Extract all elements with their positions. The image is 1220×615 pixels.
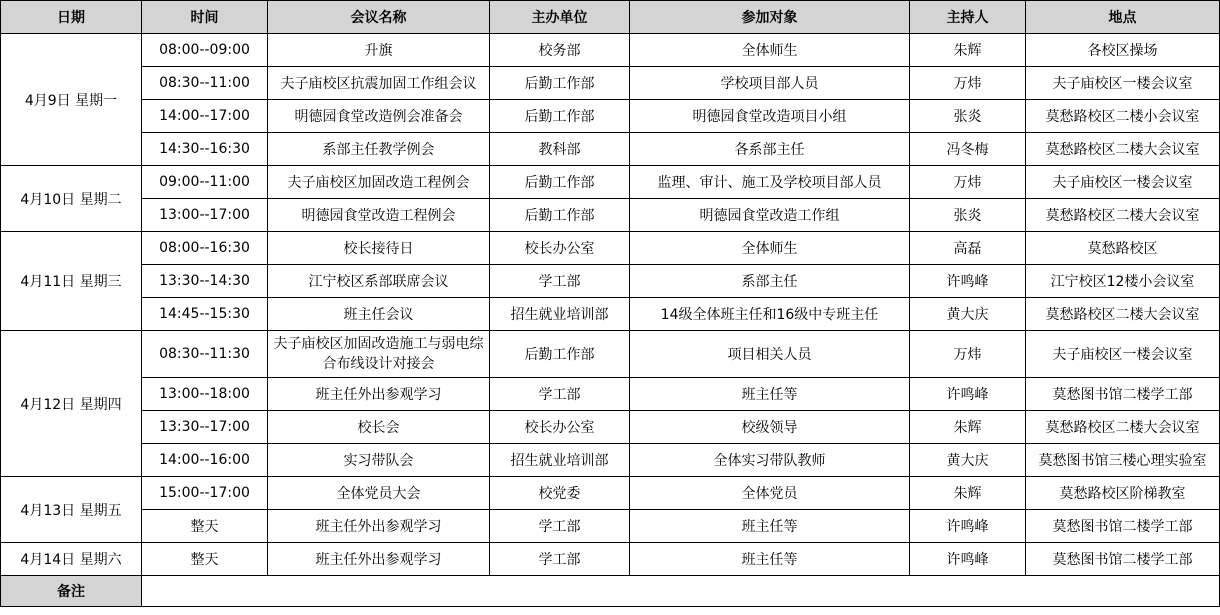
host-unit-cell: 后勤工作部 bbox=[490, 67, 630, 100]
time-cell: 14:00--16:00 bbox=[142, 444, 268, 477]
chair-cell: 万炜 bbox=[910, 166, 1026, 199]
chair-cell: 高磊 bbox=[910, 232, 1026, 265]
host-unit-cell: 学工部 bbox=[490, 265, 630, 298]
attendees-cell: 全体实习带队教师 bbox=[630, 444, 910, 477]
time-cell: 08:00--09:00 bbox=[142, 34, 268, 67]
time-cell: 14:45--15:30 bbox=[142, 298, 268, 331]
note-label: 备注 bbox=[1, 576, 142, 607]
attendees-cell: 监理、审计、施工及学校项目部人员 bbox=[630, 166, 910, 199]
table-row bbox=[1, 232, 1220, 265]
place-cell: 夫子庙校区一楼会议室 bbox=[1026, 166, 1220, 199]
host-unit-cell: 校党委 bbox=[490, 477, 630, 510]
chair-cell: 黄大庆 bbox=[910, 444, 1026, 477]
host-unit-cell: 后勤工作部 bbox=[490, 100, 630, 133]
meeting-name-cell: 班主任外出参观学习 bbox=[268, 378, 490, 411]
header-time: 时间 bbox=[142, 1, 268, 34]
table-row bbox=[1, 34, 1220, 67]
table-row bbox=[1, 444, 1220, 477]
table-row bbox=[1, 543, 1220, 576]
header-host-unit: 主办单位 bbox=[490, 1, 630, 34]
time-cell: 15:00--17:00 bbox=[142, 477, 268, 510]
time-cell: 08:00--16:30 bbox=[142, 232, 268, 265]
attendees-cell: 班主任等 bbox=[630, 510, 910, 543]
meeting-name-cell: 系部主任教学例会 bbox=[268, 133, 490, 166]
place-cell: 莫愁路校区阶梯教室 bbox=[1026, 477, 1220, 510]
attendees-cell: 班主任等 bbox=[630, 543, 910, 576]
host-unit-cell: 招生就业培训部 bbox=[490, 298, 630, 331]
table-row bbox=[1, 265, 1220, 298]
time-cell: 13:30--17:00 bbox=[142, 411, 268, 444]
meeting-name-cell: 夫子庙校区加固改造施工与弱电综合布线设计对接会 bbox=[268, 331, 490, 378]
date-cell: 4月11日 星期三 bbox=[1, 232, 142, 331]
note-row bbox=[1, 576, 1220, 607]
table-row bbox=[1, 199, 1220, 232]
time-cell: 14:00--17:00 bbox=[142, 100, 268, 133]
chair-cell: 冯冬梅 bbox=[910, 133, 1026, 166]
attendees-cell: 项目相关人员 bbox=[630, 331, 910, 378]
chair-cell: 朱辉 bbox=[910, 411, 1026, 444]
host-unit-cell: 招生就业培训部 bbox=[490, 444, 630, 477]
meeting-name-cell: 夫子庙校区抗震加固工作组会议 bbox=[268, 67, 490, 100]
table-row bbox=[1, 411, 1220, 444]
schedule-body bbox=[1, 34, 1220, 576]
place-cell: 莫愁图书馆二楼学工部 bbox=[1026, 378, 1220, 411]
chair-cell: 朱辉 bbox=[910, 477, 1026, 510]
attendees-cell: 全体党员 bbox=[630, 477, 910, 510]
table-row bbox=[1, 166, 1220, 199]
chair-cell: 许鸣峰 bbox=[910, 378, 1026, 411]
header-place: 地点 bbox=[1026, 1, 1220, 34]
table-row bbox=[1, 510, 1220, 543]
meeting-name-cell: 班主任外出参观学习 bbox=[268, 510, 490, 543]
attendees-cell: 系部主任 bbox=[630, 265, 910, 298]
date-cell: 4月12日 星期四 bbox=[1, 331, 142, 477]
header-meeting-name: 会议名称 bbox=[268, 1, 490, 34]
table-row bbox=[1, 477, 1220, 510]
meeting-name-cell: 全体党员大会 bbox=[268, 477, 490, 510]
meeting-name-cell: 明德园食堂改造工程例会 bbox=[268, 199, 490, 232]
header-date: 日期 bbox=[1, 1, 142, 34]
host-unit-cell: 学工部 bbox=[490, 378, 630, 411]
meeting-name-cell: 实习带队会 bbox=[268, 444, 490, 477]
place-cell: 莫愁路校区二楼大会议室 bbox=[1026, 133, 1220, 166]
meeting-name-cell: 夫子庙校区加固改造工程例会 bbox=[268, 166, 490, 199]
chair-cell: 黄大庆 bbox=[910, 298, 1026, 331]
host-unit-cell: 后勤工作部 bbox=[490, 166, 630, 199]
attendees-cell: 全体师生 bbox=[630, 34, 910, 67]
table-row bbox=[1, 331, 1220, 378]
note-value bbox=[142, 576, 1220, 607]
attendees-cell: 各系部主任 bbox=[630, 133, 910, 166]
place-cell: 莫愁图书馆二楼学工部 bbox=[1026, 510, 1220, 543]
attendees-cell: 班主任等 bbox=[630, 378, 910, 411]
meeting-name-cell: 明德园食堂改造例会准备会 bbox=[268, 100, 490, 133]
meeting-name-cell: 江宁校区系部联席会议 bbox=[268, 265, 490, 298]
time-cell: 14:30--16:30 bbox=[142, 133, 268, 166]
header-attendees: 参加对象 bbox=[630, 1, 910, 34]
place-cell: 莫愁路校区二楼大会议室 bbox=[1026, 199, 1220, 232]
table-row bbox=[1, 378, 1220, 411]
host-unit-cell: 校长办公室 bbox=[490, 411, 630, 444]
attendees-cell: 明德园食堂改造工作组 bbox=[630, 199, 910, 232]
time-cell: 13:00--17:00 bbox=[142, 199, 268, 232]
host-unit-cell: 学工部 bbox=[490, 510, 630, 543]
chair-cell: 许鸣峰 bbox=[910, 265, 1026, 298]
meeting-name-cell: 校长接待日 bbox=[268, 232, 490, 265]
time-cell: 整天 bbox=[142, 510, 268, 543]
place-cell: 各校区操场 bbox=[1026, 34, 1220, 67]
header-chair: 主持人 bbox=[910, 1, 1026, 34]
table-row bbox=[1, 133, 1220, 166]
host-unit-cell: 后勤工作部 bbox=[490, 199, 630, 232]
place-cell: 莫愁路校区 bbox=[1026, 232, 1220, 265]
chair-cell: 万炜 bbox=[910, 67, 1026, 100]
attendees-cell: 14级全体班主任和16级中专班主任 bbox=[630, 298, 910, 331]
place-cell: 莫愁图书馆三楼心理实验室 bbox=[1026, 444, 1220, 477]
meeting-name-cell: 校长会 bbox=[268, 411, 490, 444]
chair-cell: 朱辉 bbox=[910, 34, 1026, 67]
header-row bbox=[1, 1, 1220, 34]
host-unit-cell: 学工部 bbox=[490, 543, 630, 576]
place-cell: 莫愁图书馆二楼学工部 bbox=[1026, 543, 1220, 576]
attendees-cell: 明德园食堂改造项目小组 bbox=[630, 100, 910, 133]
meeting-name-cell: 班主任外出参观学习 bbox=[268, 543, 490, 576]
attendees-cell: 学校项目部人员 bbox=[630, 67, 910, 100]
chair-cell: 万炜 bbox=[910, 331, 1026, 378]
chair-cell: 张炎 bbox=[910, 100, 1026, 133]
time-cell: 09:00--11:00 bbox=[142, 166, 268, 199]
time-cell: 13:30--14:30 bbox=[142, 265, 268, 298]
meeting-name-cell: 班主任会议 bbox=[268, 298, 490, 331]
date-cell: 4月10日 星期二 bbox=[1, 166, 142, 232]
host-unit-cell: 后勤工作部 bbox=[490, 331, 630, 378]
chair-cell: 许鸣峰 bbox=[910, 543, 1026, 576]
time-cell: 08:30--11:30 bbox=[142, 331, 268, 378]
place-cell: 夫子庙校区一楼会议室 bbox=[1026, 67, 1220, 100]
date-cell: 4月9日 星期一 bbox=[1, 34, 142, 166]
attendees-cell: 全体师生 bbox=[630, 232, 910, 265]
attendees-cell: 校级领导 bbox=[630, 411, 910, 444]
place-cell: 夫子庙校区一楼会议室 bbox=[1026, 331, 1220, 378]
time-cell: 整天 bbox=[142, 543, 268, 576]
place-cell: 莫愁路校区二楼大会议室 bbox=[1026, 298, 1220, 331]
host-unit-cell: 校务部 bbox=[490, 34, 630, 67]
date-cell: 4月13日 星期五 bbox=[1, 477, 142, 543]
host-unit-cell: 校长办公室 bbox=[490, 232, 630, 265]
place-cell: 莫愁路校区二楼小会议室 bbox=[1026, 100, 1220, 133]
table-row bbox=[1, 298, 1220, 331]
table-row bbox=[1, 100, 1220, 133]
chair-cell: 许鸣峰 bbox=[910, 510, 1026, 543]
host-unit-cell: 教科部 bbox=[490, 133, 630, 166]
place-cell: 江宁校区12楼小会议室 bbox=[1026, 265, 1220, 298]
table-row bbox=[1, 67, 1220, 100]
meeting-name-cell: 升旗 bbox=[268, 34, 490, 67]
time-cell: 08:30--11:00 bbox=[142, 67, 268, 100]
date-cell: 4月14日 星期六 bbox=[1, 543, 142, 576]
place-cell: 莫愁路校区二楼大会议室 bbox=[1026, 411, 1220, 444]
chair-cell: 张炎 bbox=[910, 199, 1026, 232]
time-cell: 13:00--18:00 bbox=[142, 378, 268, 411]
